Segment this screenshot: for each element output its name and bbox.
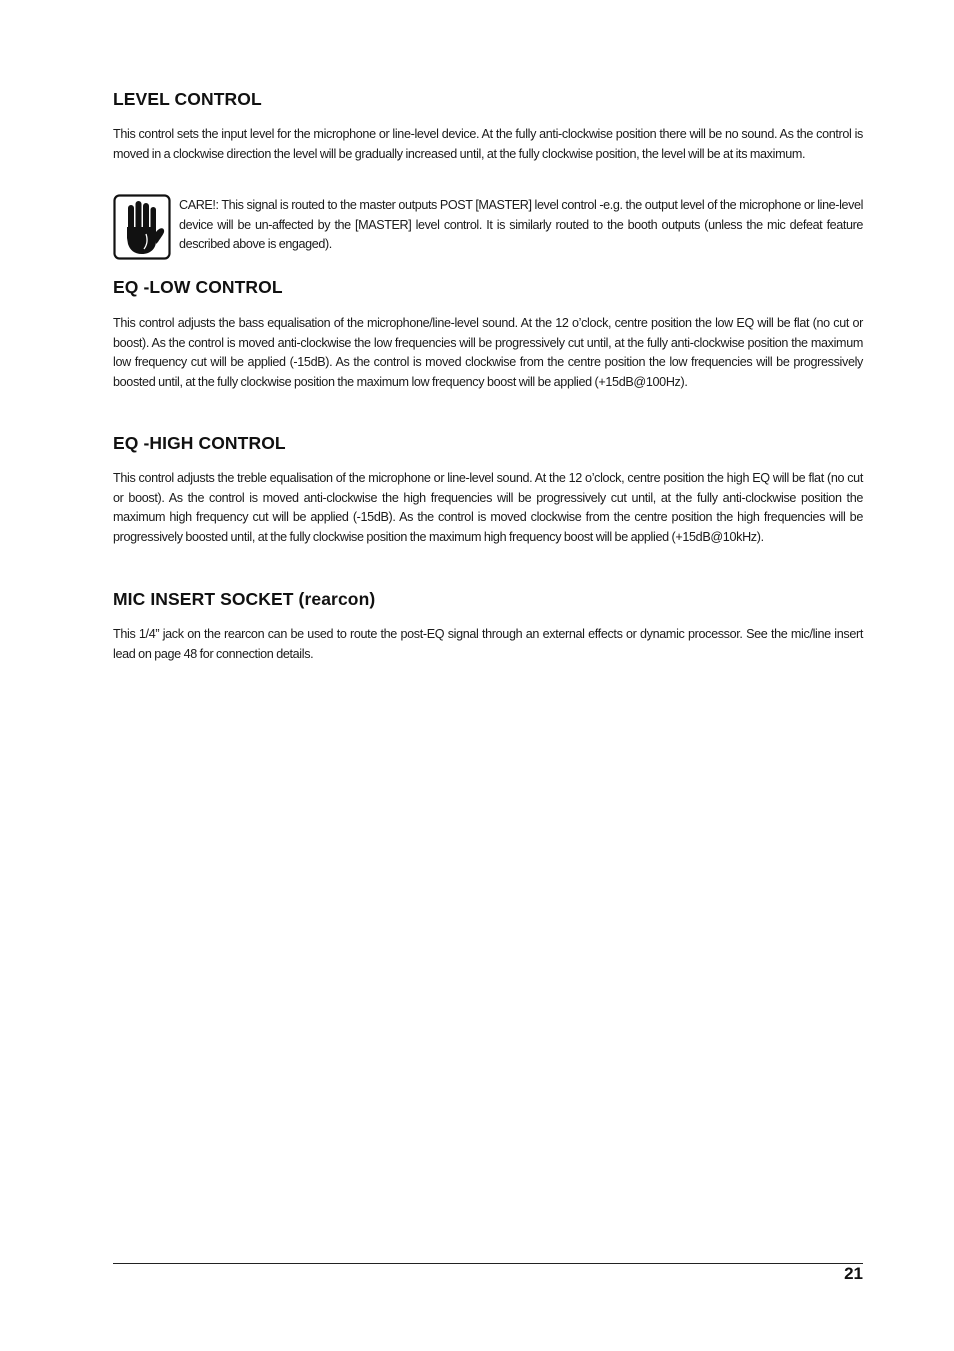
eq-low-control-heading: EQ -LOW CONTROL (113, 277, 283, 297)
level-control-heading: LEVEL CONTROL (113, 89, 262, 109)
eq-low-control-text: This control adjusts the bass equalisation of the microphone/line-level sound. At the 12 o’clock, centre position the low EQ will be flat (no cut or boost). As the control is moved anti-clockwise the low frequencies will be progressively cut until, at the fully anti-clockwise position the maximum low frequency cut will be applied (-15dB). As the control is moved clockwise from the centre position the low frequencies will be progressively boosted until, at the fully clockwise position the maximum low frequency boost will be applied (+15dB@100Hz). (113, 316, 863, 389)
care-notice-text: CARE!: This signal is routed to the master outputs POST [MASTER] level control -e.g. the output level of the microphone or line-level device will be un-affected by the [MASTER] level control. It is similarly routed to the booth outputs (unless the mic defeat feature described above is engaged). (179, 198, 863, 251)
page-number: 21 (844, 1264, 863, 1283)
eq-high-control-text: This control adjusts the treble equalisation of the microphone or line-level sound. At the 12 o’clock, centre position the high EQ will be flat (no cut or boost). As the control is moved anti-clockwise the high frequencies will be progressively cut until, at the fully anti-clockwise position the maximum high frequency cut will be applied (-15dB). As the control is moved clockwise from the centre position the high frequencies will be progressively boosted until, at the fully clockwise position the maximum high frequency boost will be applied (+15dB@10kHz). (113, 471, 863, 544)
footer-divider (113, 1263, 863, 1264)
mic-insert-socket-text: This 1/4” jack on the rearcon can be used to route the post-EQ signal through an external effects or dynamic processor. See the mic/line insert lead on page 48 for connection details. (113, 627, 863, 661)
caution-hand-icon (113, 194, 171, 260)
mic-insert-socket-heading: MIC INSERT SOCKET (rearcon) (113, 589, 376, 609)
level-control-text: This control sets the input level for the microphone or line-level device. At the fully anti-clockwise position there will be no sound. As the control is moved in a clockwise direction the level will be gradually increased until, at the fully clockwise position, the level will be at its maximum. (113, 127, 863, 161)
eq-high-control-heading: EQ -HIGH CONTROL (113, 433, 286, 453)
